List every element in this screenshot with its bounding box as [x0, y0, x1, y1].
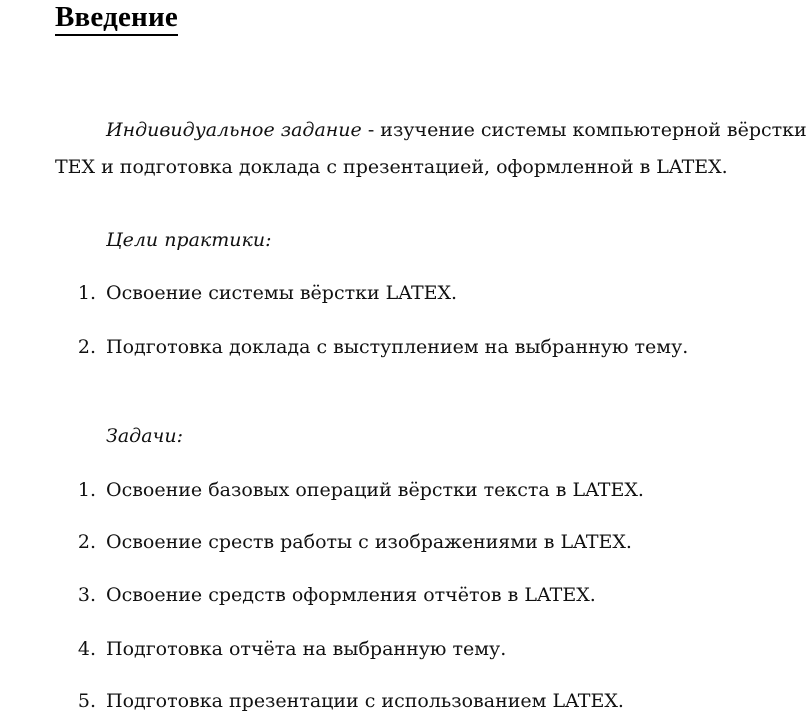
goal-number: 2. [77, 336, 96, 358]
task-number: 3. [77, 584, 96, 606]
task-number: 5. [77, 690, 96, 712]
task-item: Освоение срeств работы с изображениями в LATEX. [106, 531, 632, 553]
section-heading: Введение [55, 0, 178, 36]
tasks-title: Задачи: [106, 425, 183, 447]
task-number: 1. [77, 479, 96, 501]
goal-item: Подготовка доклада с выступлением на выбранную тему. [106, 336, 689, 358]
intro-line-2: TEX и подготовка доклада с презентацией, оформленной в LATEX. [55, 156, 728, 178]
intro-line-1-rest: - изучение системы компьютерной вёрстки [361, 119, 807, 141]
goal-number: 1. [77, 282, 96, 304]
intro-italic-lead: Индивидуальное задание [106, 119, 362, 141]
goal-item: Освоение системы вёрстки LATEX. [106, 282, 458, 304]
task-number: 2. [77, 531, 96, 553]
task-item: Подготовка презентации с использованием LATEX. [106, 690, 624, 712]
task-item: Освоение средств оформления отчётов в LATEX. [106, 584, 596, 606]
intro-line-1 [106, 118, 807, 142]
goals-title: Цели практики: [106, 229, 272, 251]
task-number: 4. [77, 638, 96, 660]
task-item: Подготовка отчёта на выбранную тему. [106, 638, 507, 660]
task-item: Освоение базовых операций вёрстки текста в LATEX. [106, 479, 644, 501]
